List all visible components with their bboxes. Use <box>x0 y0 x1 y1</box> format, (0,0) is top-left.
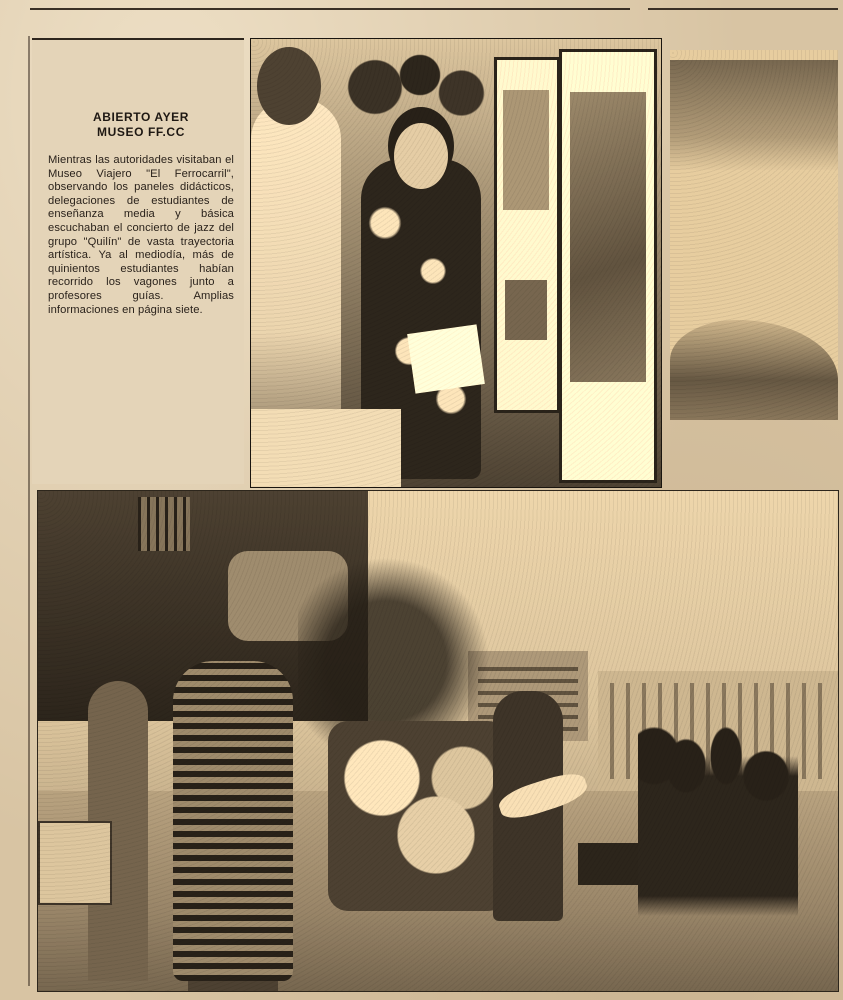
papers <box>407 324 485 393</box>
musician-striped-sweater <box>173 661 293 981</box>
headline-line-1: ABIERTO AYER <box>92 110 190 124</box>
article-column <box>32 38 244 484</box>
locomotive-window <box>138 497 190 551</box>
speaker <box>578 843 638 885</box>
amplifier <box>38 821 112 905</box>
page-edge-line <box>28 36 30 986</box>
didactic-panel <box>494 57 560 413</box>
photo-jazz-concert <box>37 490 839 992</box>
drum-kit <box>328 721 508 911</box>
adjacent-photo-top <box>670 60 838 170</box>
photo-adjacent-page <box>670 50 838 420</box>
foreground-table <box>251 409 401 487</box>
headline-line-2: MUSEO FF.CC <box>97 125 185 139</box>
visitor-head <box>257 47 321 125</box>
top-rule <box>30 8 630 10</box>
woman-head <box>394 123 448 189</box>
photo-museum-visit <box>250 38 662 488</box>
article-body: Mientras las autoridades visitaban el Museo Viajero "El Ferrocarril", observando los paneles didácticos, delegaciones de estudiantes de enseñanza media y básica escuchaban el concierto de jazz del grupo "Quilín" de vasta trayectoria artística. Ya al mediodía, más de quinientos estudiantes habían recorrido los vagones junto a profesores guías. Amplias informaciones en página siete. <box>48 154 234 316</box>
didactic-panel-large <box>559 49 657 483</box>
article-headline <box>48 110 234 140</box>
students-group <box>638 716 798 916</box>
top-rule-right <box>648 8 838 10</box>
adjacent-photo-bottom <box>670 320 838 420</box>
